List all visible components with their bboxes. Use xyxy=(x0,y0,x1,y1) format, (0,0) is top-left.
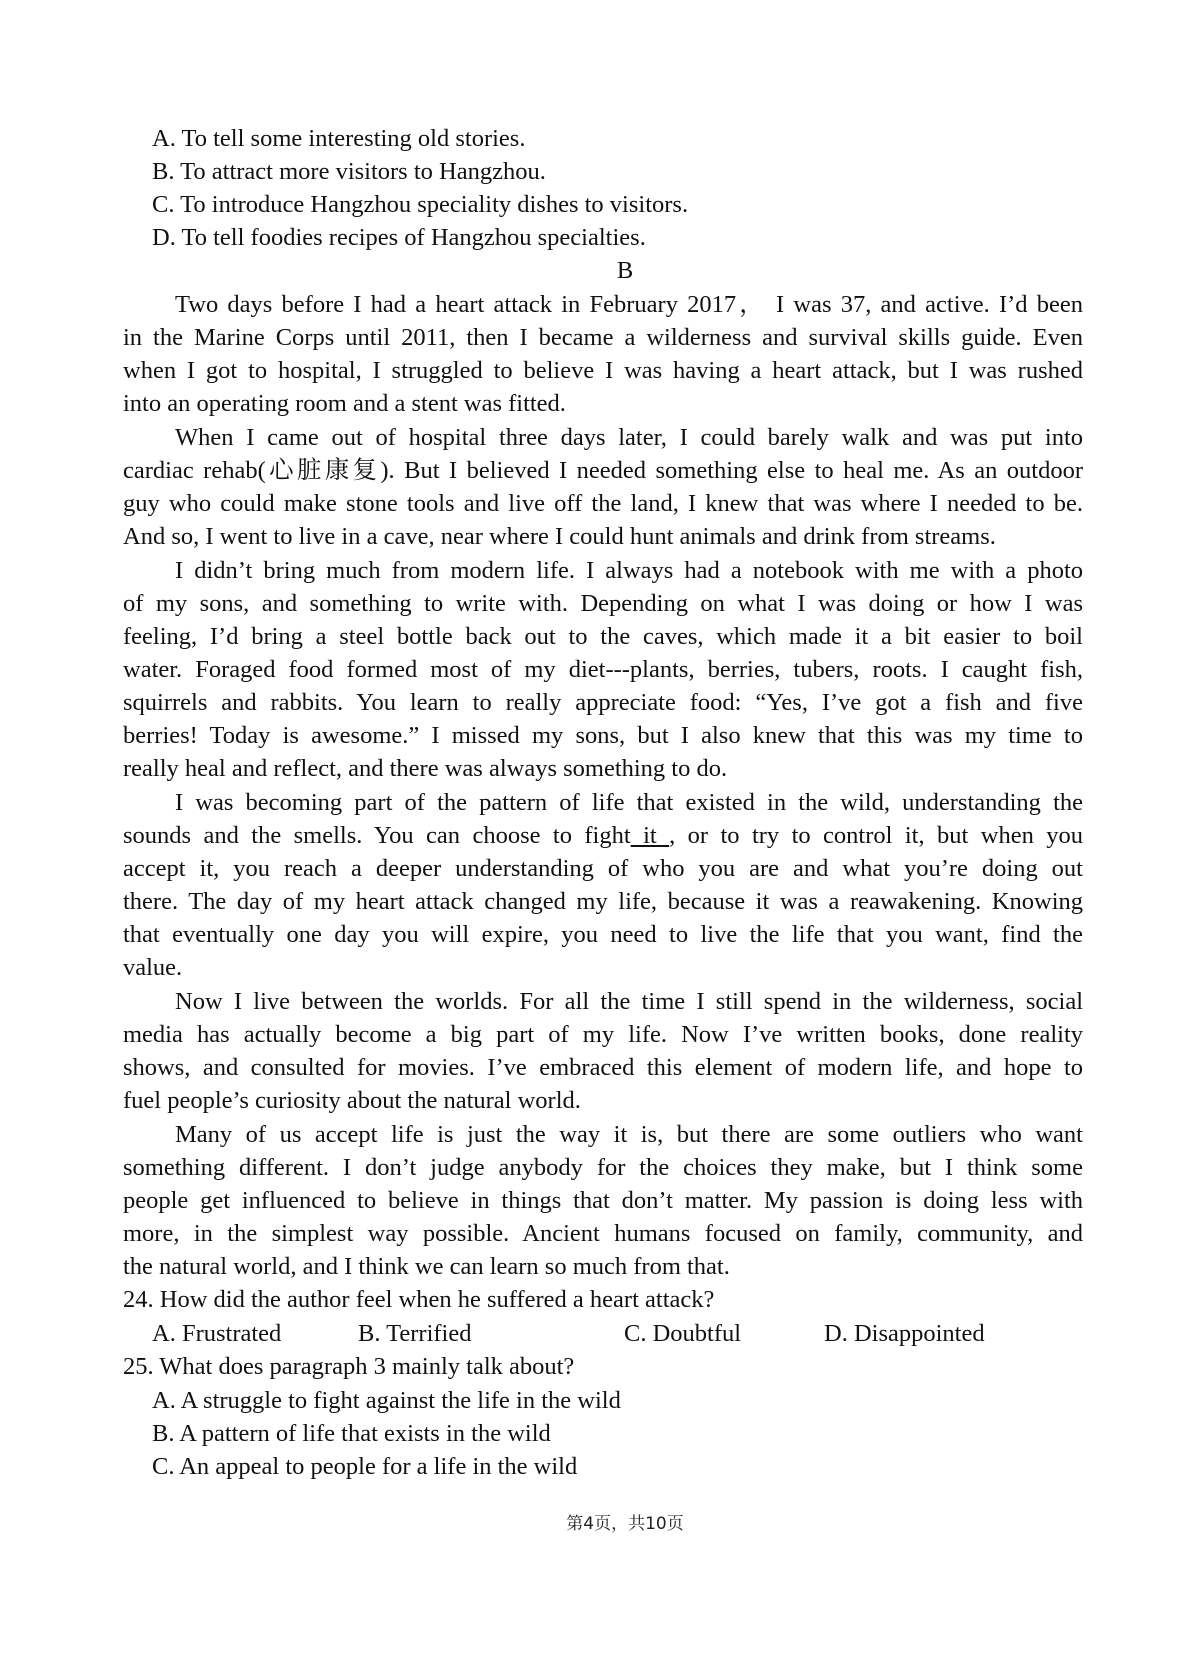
p5-line: media has actually become a big part of my life. Now I’ve written books, done reality xyxy=(123,1021,1083,1048)
p4-line: value. xyxy=(123,954,183,981)
q24-option-d: D. Disappointed xyxy=(824,1320,985,1347)
question-25-stem: 25. What does paragraph 3 mainly talk about? xyxy=(123,1353,575,1380)
p4-line-with-underline xyxy=(123,819,1083,853)
p6-line: more, in the simplest way possible. Ancient humans focused on family, community, and xyxy=(123,1220,1083,1247)
q24-option-a: A. Frustrated xyxy=(152,1320,282,1347)
p1-line: into an operating room and a stent was fitted. xyxy=(123,390,566,417)
p4-line: that eventually one day you will expire, you need to live the life that you want, find the xyxy=(123,921,1083,948)
prev-option-d: D. To tell foodies recipes of Hangzhou specialties. xyxy=(152,224,646,251)
q25-option-c: C. An appeal to people for a life in the wild xyxy=(152,1453,578,1480)
question-24-stem: 24. How did the author feel when he suffered a heart attack? xyxy=(123,1286,715,1313)
p6-line: people get influenced to believe in things that don’t matter. My passion is doing less with xyxy=(123,1187,1083,1214)
p6-line: Many of us accept life is just the way it is, but there are some outliers who want xyxy=(175,1121,1083,1148)
p3-line: really heal and reflect, and there was always something to do. xyxy=(123,755,728,782)
p4-text-after: , or to try to control it, but when you xyxy=(669,822,1083,849)
p5-line: shows, and consulted for movies. I’ve embraced this element of modern life, and hope to xyxy=(123,1054,1083,1081)
prev-option-a: A. To tell some interesting old stories. xyxy=(152,125,526,152)
p5-line: fuel people’s curiosity about the natural world. xyxy=(123,1087,581,1114)
p3-line: feeling, I’d bring a steel bottle back out to the caves, which made it a bit easier to boil xyxy=(123,623,1083,650)
prev-option-b: B. To attract more visitors to Hangzhou. xyxy=(152,158,546,185)
p4-line: I was becoming part of the pattern of life that existed in the wild, understanding the xyxy=(175,789,1083,816)
p3-line: water. Foraged food formed most of my diet---plants, berries, tubers, roots. I caught fish, xyxy=(123,656,1083,683)
section-label: B xyxy=(616,257,634,284)
p4-text-before: sounds and the smells. You can choose to fight xyxy=(123,822,631,849)
p3-line: of my sons, and something to write with. Depending on what I was doing or how I was xyxy=(123,590,1083,617)
p4-line: accept it, you reach a deeper understanding of who you are and what you’re doing out xyxy=(123,855,1083,882)
p2-line: guy who could make stone tools and live off the land, I knew that was where I needed to be. xyxy=(123,490,1083,517)
p3-line: squirrels and rabbits. You learn to really appreciate food: “Yes, I’ve got a fish and five xyxy=(123,689,1083,716)
q24-option-c: C. Doubtful xyxy=(624,1320,742,1347)
page-footer: 第4页，共10页 xyxy=(566,1514,684,1534)
p1-line: Two days before I had a heart attack in February 2017， I was 37, and active. I’d been xyxy=(175,291,1083,318)
prev-option-c: C. To introduce Hangzhou speciality dishes to visitors. xyxy=(152,191,689,218)
p3-line: I didn’t bring much from modern life. I always had a notebook with me with a photo xyxy=(175,557,1083,584)
p6-line: the natural world, and I think we can learn so much from that. xyxy=(123,1253,730,1280)
underlined-word-it: it xyxy=(630,822,670,849)
q24-option-b: B. Terrified xyxy=(358,1320,472,1347)
p2-line: cardiac rehab(心脏康复). But I believed I needed something else to heal me. As an outdoor xyxy=(123,457,1083,484)
p4-line: there. The day of my heart attack changed my life, because it was a reawakening. Knowing xyxy=(123,888,1083,915)
p2-line: When I came out of hospital three days later, I could barely walk and was put into xyxy=(175,424,1083,451)
p6-line: something different. I don’t judge anybody for the choices they make, but I think some xyxy=(123,1154,1083,1181)
q25-option-a: A. A struggle to fight against the life in the wild xyxy=(152,1387,621,1414)
q25-option-b: B. A pattern of life that exists in the wild xyxy=(152,1420,551,1447)
p3-line: berries! Today is awesome.” I missed my sons, but I also knew that this was my time to xyxy=(123,722,1083,749)
p5-line: Now I live between the worlds. For all the time I still spend in the wilderness, social xyxy=(175,988,1083,1015)
p2-line: And so, I went to live in a cave, near where I could hunt animals and drink from streams. xyxy=(123,523,996,550)
p1-line: when I got to hospital, I struggled to believe I was having a heart attack, but I was rushed xyxy=(123,357,1083,384)
p1-line: in the Marine Corps until 2011, then I became a wilderness and survival skills guide. Even xyxy=(123,324,1083,351)
